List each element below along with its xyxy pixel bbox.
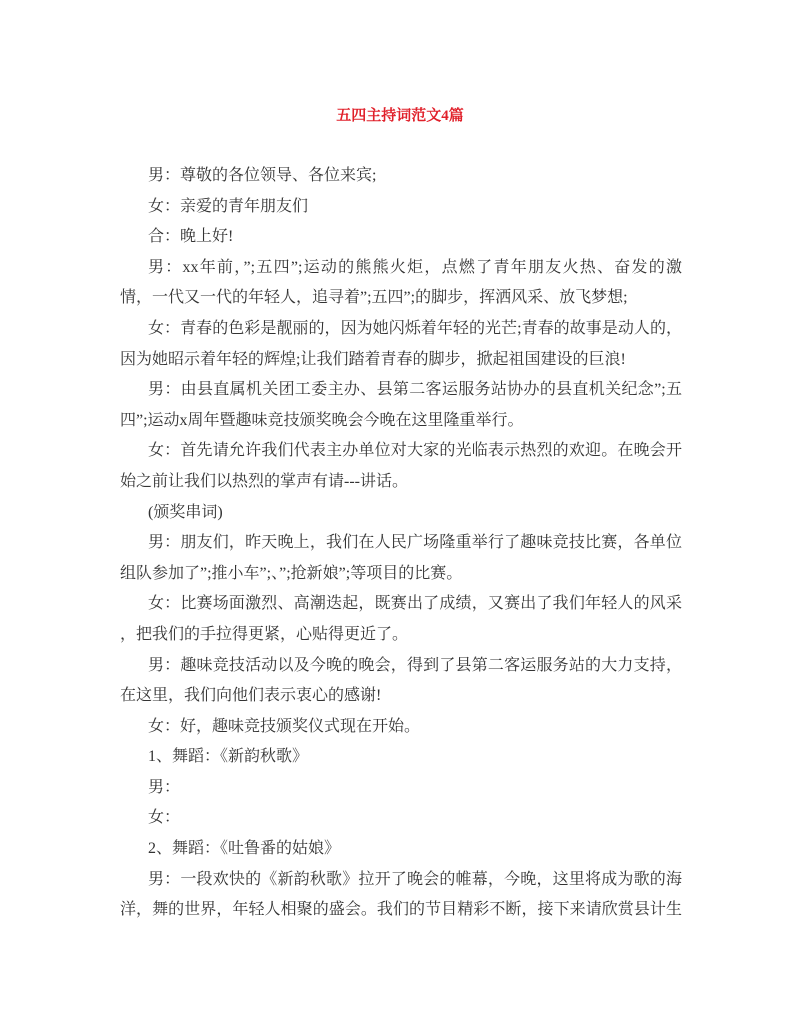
text-line: 男：xx年前，”;五四”;运动的熊熊火炬，点燃了青年朋友火热、奋发的激: [148, 258, 682, 276]
text-line: 1、舞蹈：《新韵秋歌》: [148, 748, 309, 766]
text-line: 四”;运动x周年暨趣味竞技颁奖晚会今晚在这里隆重举行。: [120, 411, 524, 429]
text-line: 男：一段欢快的《新韵秋歌》拉开了晚会的帷幕，今晚，这里将成为歌的海: [148, 870, 682, 888]
text-line: 组队参加了”;推小车”;、”;抢新娘”;等项目的比赛。: [120, 564, 463, 582]
text-line: 在这里，我们向他们表示衷心的感谢!: [120, 687, 382, 705]
document-body: [120, 161, 682, 926]
document-title: 五四主持词范文4篇: [336, 108, 464, 124]
text-line: 合：晚上好!: [148, 228, 234, 246]
text-line: 男：趣味竞技活动以及今晚的晚会，得到了县第二客运服务站的大力支持，: [148, 656, 682, 674]
text-line: 男：由县直属机关团工委主办、县第二客运服务站协办的县直机关纪念”;五: [148, 381, 682, 399]
text-line: (颁奖串词): [148, 503, 223, 521]
text-line: 因为她昭示着年轻的辉煌;让我们踏着青春的脚步，掀起祖国建设的巨浪!: [120, 350, 626, 368]
text-line: 洋，舞的世界，年轻人相聚的盛会。我们的节目精彩不断，接下来请欣赏县计生: [120, 901, 682, 919]
text-line: 2、舞蹈：《吐鲁番的姑娘》: [148, 840, 341, 858]
text-line: 始之前让我们以热烈的掌声有请---讲话。: [120, 472, 408, 490]
text-line: 女：: [148, 809, 181, 827]
text-line: 男：尊敬的各位领导、各位来宾;: [148, 167, 377, 184]
text-line: 男：: [148, 778, 181, 796]
text-line: 女：亲爱的青年朋友们: [148, 197, 309, 215]
text-line: 女：比赛场面激烈、高潮迭起，既赛出了成绩，又赛出了我们年轻人的风采: [148, 595, 682, 613]
text-line: 女：首先请允许我们代表主办单位对大家的光临表示热烈的欢迎。在晚会开: [148, 442, 682, 460]
text-line: 男：朋友们，昨天晚上，我们在人民广场隆重举行了趣味竞技比赛，各单位: [148, 534, 682, 552]
text-line: 情，一代又一代的年轻人，追寻着”;五四”;的脚步，挥洒风采、放飞梦想;: [120, 289, 628, 307]
text-line: 女：好，趣味竞技颁奖仪式现在开始。: [148, 717, 421, 735]
text-line: ，把我们的手拉得更紧，心贴得更近了。: [120, 625, 409, 643]
text-line: 女：青春的色彩是靓丽的，因为她闪烁着年轻的光芒;青春的故事是动人的，: [148, 319, 682, 337]
